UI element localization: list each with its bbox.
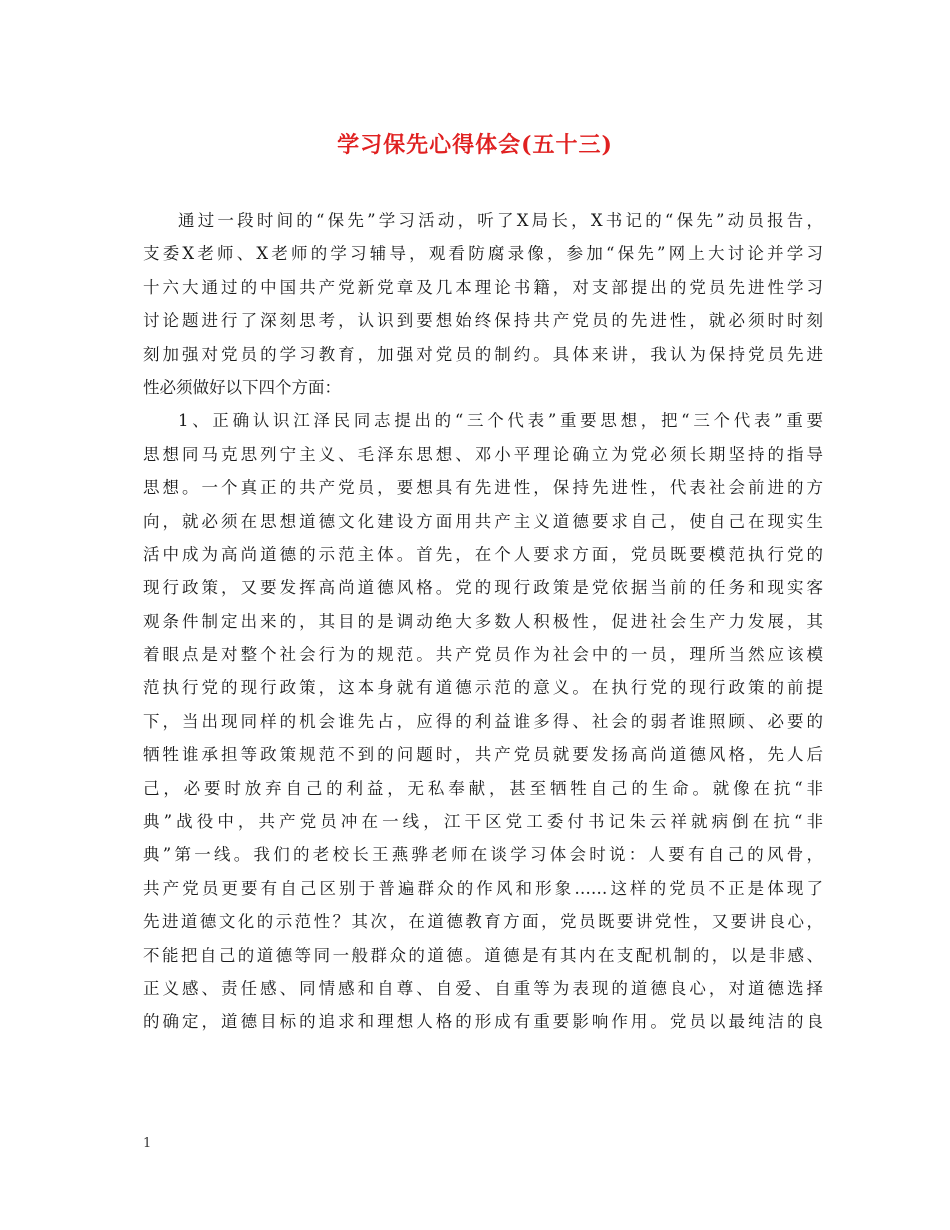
paragraph-line: 思想同马克思列宁主义、毛泽东思想、邓小平理论确立为党必须长期坚持的指导: [143, 444, 823, 464]
paragraph-line: 观条件制定出来的，其目的是调动绝大多数人积极性，促进社会生产力发展，其: [143, 611, 823, 631]
paragraph-line: 思想。一个真正的共产党员，要想具有先进性，保持先进性，代表社会前进的方: [143, 478, 823, 498]
paragraph-line: 着眼点是对整个社会行为的规范。共产党员作为社会中的一员，理所当然应该模: [143, 645, 823, 665]
paragraph-line: 十六大通过的中国共产党新党章及几本理论书籍，对支部提出的党员先进性学习: [143, 277, 823, 297]
paragraph-line: 支委X老师、X老师的学习辅导，观看防腐录像，参加“保先”网上大讨论并学习: [143, 244, 823, 264]
paragraph-line: 典”第一线。我们的老校长王燕骅老师在谈学习体会时说：人要有自己的风骨，: [143, 845, 823, 865]
paragraph-line: 刻加强对党员的学习教育，加强对党员的制约。具体来讲，我认为保持党员先进: [143, 344, 823, 364]
paragraph-line: 的确定，道德目标的追求和理想人格的形成有重要影响作用。党员以最纯洁的良: [143, 1012, 823, 1032]
paragraph-line: 共产党员更要有自己区别于普遍群众的作风和形象……这样的党员不正是体现了: [143, 878, 823, 898]
paragraph-line: 牺牲谁承担等政策规范不到的问题时，共产党员就要发扬高尚道德风格，先人后: [143, 745, 823, 765]
paragraph-line: 通过一段时间的“保先”学习活动，听了X局长，X书记的“保先”动员报告，: [178, 211, 823, 230]
document-body: [143, 204, 823, 1039]
paragraph-line: 范执行党的现行政策，这本身就有道德示范的意义。在执行党的现行政策的前提: [143, 678, 823, 698]
page-title: 学习保先心得体会(五十三): [337, 132, 613, 158]
paragraph-line: 性必须做好以下四个方面：: [143, 377, 341, 397]
paragraph-line: 正义感、责任感、同情感和自尊、自爱、自重等为表现的道德良心，对道德选择: [143, 978, 823, 998]
paragraph-line: 讨论题进行了深刻思考，认识到要想始终保持共产党员的先进性，就必须时时刻: [143, 311, 823, 331]
paragraph-line: 1、正确认识江泽民同志提出的“三个代表”重要思想，把“三个代表”重要: [178, 411, 823, 431]
paragraph-line: 活中成为高尚道德的示范主体。首先，在个人要求方面，党员既要模范执行党的: [143, 544, 823, 564]
page-number: 1: [143, 1136, 152, 1151]
paragraph-line: 现行政策，又要发挥高尚道德风格。党的现行政策是党依据当前的任务和现实客: [143, 578, 823, 598]
paragraph-line: 不能把自己的道德等同一般群众的道德。道德是有其内在支配机制的，以是非感、: [143, 945, 823, 965]
paragraph-line: 下，当出现同样的机会谁先占，应得的利益谁多得、社会的弱者谁照顾、必要的: [143, 711, 823, 731]
paragraph-line: 向，就必须在思想道德文化建设方面用共产主义道德要求自己，使自己在现实生: [143, 511, 823, 531]
paragraph-line: 先进道德文化的示范性？其次，在道德教育方面，党员既要讲党性，又要讲良心，: [143, 912, 823, 932]
paragraph-line: 典”战役中，共产党员冲在一线，江干区党工委付书记朱云祥就病倒在抗“非: [143, 812, 823, 832]
paragraph-line: 己，必要时放弃自己的利益，无私奉献，甚至牺牲自己的生命。就像在抗“非: [143, 778, 823, 798]
